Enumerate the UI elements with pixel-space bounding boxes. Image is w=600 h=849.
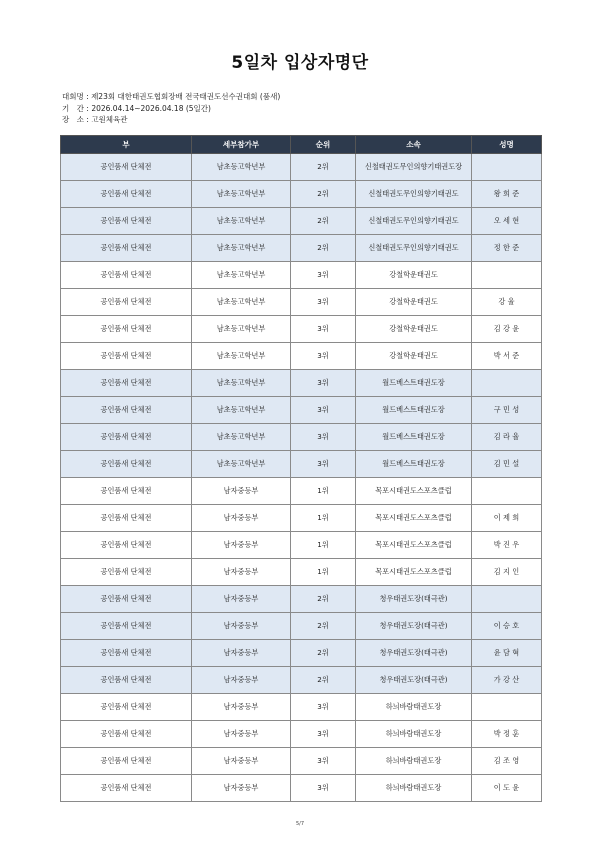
name-cell: 김 민 설 xyxy=(472,451,542,478)
team-cell: 강철학운태권도 xyxy=(356,343,472,370)
team-cell: 신철태권도무인의향기태권도 xyxy=(356,181,472,208)
division-cell: 공인품새 단체전 xyxy=(61,316,192,343)
division-cell: 공인품새 단체전 xyxy=(61,154,192,181)
table-header-row xyxy=(61,136,542,154)
division-cell: 공인품새 단체전 xyxy=(61,775,192,802)
subdivision-cell: 남자중등부 xyxy=(192,667,291,694)
event-name-label: 대회명 xyxy=(62,92,84,101)
subdivision-cell: 남자중등부 xyxy=(192,586,291,613)
team-cell: 청우태권도장(태극관) xyxy=(356,667,472,694)
name-cell: 박 서 준 xyxy=(472,343,542,370)
team-cell: 청우태권도장(태극관) xyxy=(356,613,472,640)
division-cell: 공인품새 단체전 xyxy=(61,208,192,235)
subdivision-cell: 남초등고학년부 xyxy=(192,208,291,235)
division-cell: 공인품새 단체전 xyxy=(61,532,192,559)
subdivision-cell: 남초등고학년부 xyxy=(192,181,291,208)
rank-cell: 3위 xyxy=(291,343,356,370)
rank-cell: 1위 xyxy=(291,478,356,505)
subdivision-cell: 남자중등부 xyxy=(192,532,291,559)
subdivision-cell: 남자중등부 xyxy=(192,559,291,586)
division-cell: 공인품새 단체전 xyxy=(61,451,192,478)
team-cell: 하늬바람태권도장 xyxy=(356,748,472,775)
table-row xyxy=(61,316,542,343)
table-row xyxy=(61,397,542,424)
rank-cell: 2위 xyxy=(291,586,356,613)
name-cell xyxy=(472,262,542,289)
table-row xyxy=(61,721,542,748)
team-cell: 목포시태권도스포츠클럽 xyxy=(356,478,472,505)
team-cell: 신철태권도무인의향기태권도 xyxy=(356,208,472,235)
rank-cell: 2위 xyxy=(291,667,356,694)
name-cell: 왕 희 준 xyxy=(472,181,542,208)
name-cell: 정 한 준 xyxy=(472,235,542,262)
name-cell: 김 지 인 xyxy=(472,559,542,586)
table-row xyxy=(61,613,542,640)
subdivision-cell: 남초등고학년부 xyxy=(192,262,291,289)
column-header-name: 성명 xyxy=(472,136,542,154)
rank-cell: 3위 xyxy=(291,424,356,451)
division-cell: 공인품새 단체전 xyxy=(61,424,192,451)
event-place-label: 장 소 xyxy=(62,115,84,124)
division-cell: 공인품새 단체전 xyxy=(61,370,192,397)
subdivision-cell: 남초등고학년부 xyxy=(192,451,291,478)
name-cell xyxy=(472,586,542,613)
table-row xyxy=(61,262,542,289)
event-name-row xyxy=(62,91,280,103)
name-cell: 윤 담 혁 xyxy=(472,640,542,667)
division-cell: 공인품새 단체전 xyxy=(61,262,192,289)
team-cell: 강철학운태권도 xyxy=(356,289,472,316)
table-row xyxy=(61,640,542,667)
division-cell: 공인품새 단체전 xyxy=(61,235,192,262)
name-cell: 강 율 xyxy=(472,289,542,316)
rank-cell: 3위 xyxy=(291,316,356,343)
event-info xyxy=(62,91,280,126)
team-cell: 하늬바람태권도장 xyxy=(356,721,472,748)
name-cell: 김 조 영 xyxy=(472,748,542,775)
rank-cell: 3위 xyxy=(291,397,356,424)
rank-cell: 3위 xyxy=(291,748,356,775)
division-cell: 공인품새 단체전 xyxy=(61,478,192,505)
division-cell: 공인품새 단체전 xyxy=(61,694,192,721)
team-cell: 월드베스트태권도장 xyxy=(356,397,472,424)
table-row xyxy=(61,532,542,559)
name-cell: 박 진 우 xyxy=(472,532,542,559)
team-cell: 목포시태권도스포츠클럽 xyxy=(356,505,472,532)
name-cell: 김 강 윤 xyxy=(472,316,542,343)
rank-cell: 1위 xyxy=(291,532,356,559)
team-cell: 신철태권도무인의향기태권도장 xyxy=(356,154,472,181)
column-header-division: 부 xyxy=(61,136,192,154)
table-row xyxy=(61,505,542,532)
table-row xyxy=(61,208,542,235)
event-period-label: 기 간 xyxy=(62,103,84,113)
event-place-value: 고원체육관 xyxy=(91,115,128,124)
name-cell xyxy=(472,154,542,181)
rank-cell: 3위 xyxy=(291,370,356,397)
team-cell: 하늬바람태권도장 xyxy=(356,694,472,721)
rank-cell: 2위 xyxy=(291,640,356,667)
division-cell: 공인품새 단체전 xyxy=(61,343,192,370)
name-cell: 구 민 성 xyxy=(472,397,542,424)
subdivision-cell: 남초등고학년부 xyxy=(192,289,291,316)
column-header-subdivision: 세부참가부 xyxy=(192,136,291,154)
column-header-rank: 순위 xyxy=(291,136,356,154)
division-cell: 공인품새 단체전 xyxy=(61,748,192,775)
subdivision-cell: 남자중등부 xyxy=(192,748,291,775)
division-cell: 공인품새 단체전 xyxy=(61,640,192,667)
division-cell: 공인품새 단체전 xyxy=(61,613,192,640)
subdivision-cell: 남초등고학년부 xyxy=(192,343,291,370)
table-row xyxy=(61,289,542,316)
table-row xyxy=(61,586,542,613)
table-row xyxy=(61,775,542,802)
table-row xyxy=(61,478,542,505)
division-cell: 공인품새 단체전 xyxy=(61,559,192,586)
event-place-row xyxy=(62,114,280,126)
rank-cell: 2위 xyxy=(291,613,356,640)
table-row xyxy=(61,235,542,262)
rank-cell: 3위 xyxy=(291,262,356,289)
division-cell: 공인품새 단체전 xyxy=(61,289,192,316)
table-row xyxy=(61,451,542,478)
event-period-value: 2026.04.14~2026.04.18 (5일간) xyxy=(91,103,211,113)
subdivision-cell: 남자중등부 xyxy=(192,694,291,721)
rank-cell: 3위 xyxy=(291,694,356,721)
subdivision-cell: 남자중등부 xyxy=(192,505,291,532)
team-cell: 월드베스트태권도장 xyxy=(356,370,472,397)
division-cell: 공인품새 단체전 xyxy=(61,505,192,532)
column-header-team: 소속 xyxy=(356,136,472,154)
event-place-separator: : xyxy=(86,115,92,124)
table-row xyxy=(61,343,542,370)
team-cell: 청우태권도장(태극관) xyxy=(356,586,472,613)
event-period-separator: : xyxy=(86,103,92,113)
name-cell: 가 강 산 xyxy=(472,667,542,694)
name-cell: 오 세 현 xyxy=(472,208,542,235)
rank-cell: 3위 xyxy=(291,721,356,748)
rank-cell: 2위 xyxy=(291,154,356,181)
rank-cell: 3위 xyxy=(291,289,356,316)
division-cell: 공인품새 단체전 xyxy=(61,721,192,748)
subdivision-cell: 남자중등부 xyxy=(192,613,291,640)
table-row xyxy=(61,694,542,721)
subdivision-cell: 남자중등부 xyxy=(192,721,291,748)
table-body xyxy=(61,154,542,802)
event-name-separator: : xyxy=(86,92,92,101)
table-row xyxy=(61,424,542,451)
name-cell: 이 승 호 xyxy=(472,613,542,640)
team-cell: 목포시태권도스포츠클럽 xyxy=(356,532,472,559)
division-cell: 공인품새 단체전 xyxy=(61,586,192,613)
division-cell: 공인품새 단체전 xyxy=(61,667,192,694)
table-row xyxy=(61,748,542,775)
subdivision-cell: 남초등고학년부 xyxy=(192,397,291,424)
team-cell: 강철학운태권도 xyxy=(356,262,472,289)
name-cell xyxy=(472,370,542,397)
team-cell: 청우태권도장(태극관) xyxy=(356,640,472,667)
event-name-value: 제23회 대한태권도협회장배 전국태권도선수권대회 (품새) xyxy=(91,92,281,101)
team-cell: 강철학운태권도 xyxy=(356,316,472,343)
team-cell: 신철태권도무인의향기태권도 xyxy=(356,235,472,262)
rank-cell: 1위 xyxy=(291,559,356,586)
subdivision-cell: 남자중등부 xyxy=(192,775,291,802)
page-title: 5일차 입상자명단 xyxy=(231,53,369,73)
subdivision-cell: 남초등고학년부 xyxy=(192,370,291,397)
subdivision-cell: 남자중등부 xyxy=(192,640,291,667)
rank-cell: 3위 xyxy=(291,775,356,802)
team-cell: 월드베스트태권도장 xyxy=(356,451,472,478)
team-cell: 월드베스트태권도장 xyxy=(356,424,472,451)
team-cell: 목포시태권도스포츠클럽 xyxy=(356,559,472,586)
rank-cell: 2위 xyxy=(291,235,356,262)
name-cell: 박 정 훈 xyxy=(472,721,542,748)
table-row xyxy=(61,667,542,694)
rank-cell: 2위 xyxy=(291,181,356,208)
table-row xyxy=(61,181,542,208)
name-cell xyxy=(472,694,542,721)
subdivision-cell: 남자중등부 xyxy=(192,478,291,505)
event-period-row xyxy=(62,103,280,115)
division-cell: 공인품새 단체전 xyxy=(61,397,192,424)
table-row xyxy=(61,559,542,586)
name-cell: 이 도 윤 xyxy=(472,775,542,802)
rank-cell: 2위 xyxy=(291,208,356,235)
subdivision-cell: 남초등고학년부 xyxy=(192,424,291,451)
name-cell: 김 라 율 xyxy=(472,424,542,451)
name-cell: 이 제 희 xyxy=(472,505,542,532)
subdivision-cell: 남초등고학년부 xyxy=(192,154,291,181)
name-cell xyxy=(472,478,542,505)
rank-cell: 1위 xyxy=(291,505,356,532)
rank-cell: 3위 xyxy=(291,451,356,478)
table-row xyxy=(61,154,542,181)
team-cell: 하늬바람태권도장 xyxy=(356,775,472,802)
subdivision-cell: 남초등고학년부 xyxy=(192,235,291,262)
page-number: 5/7 xyxy=(295,821,305,827)
subdivision-cell: 남초등고학년부 xyxy=(192,316,291,343)
table-row xyxy=(61,370,542,397)
division-cell: 공인품새 단체전 xyxy=(61,181,192,208)
results-table xyxy=(60,135,542,802)
